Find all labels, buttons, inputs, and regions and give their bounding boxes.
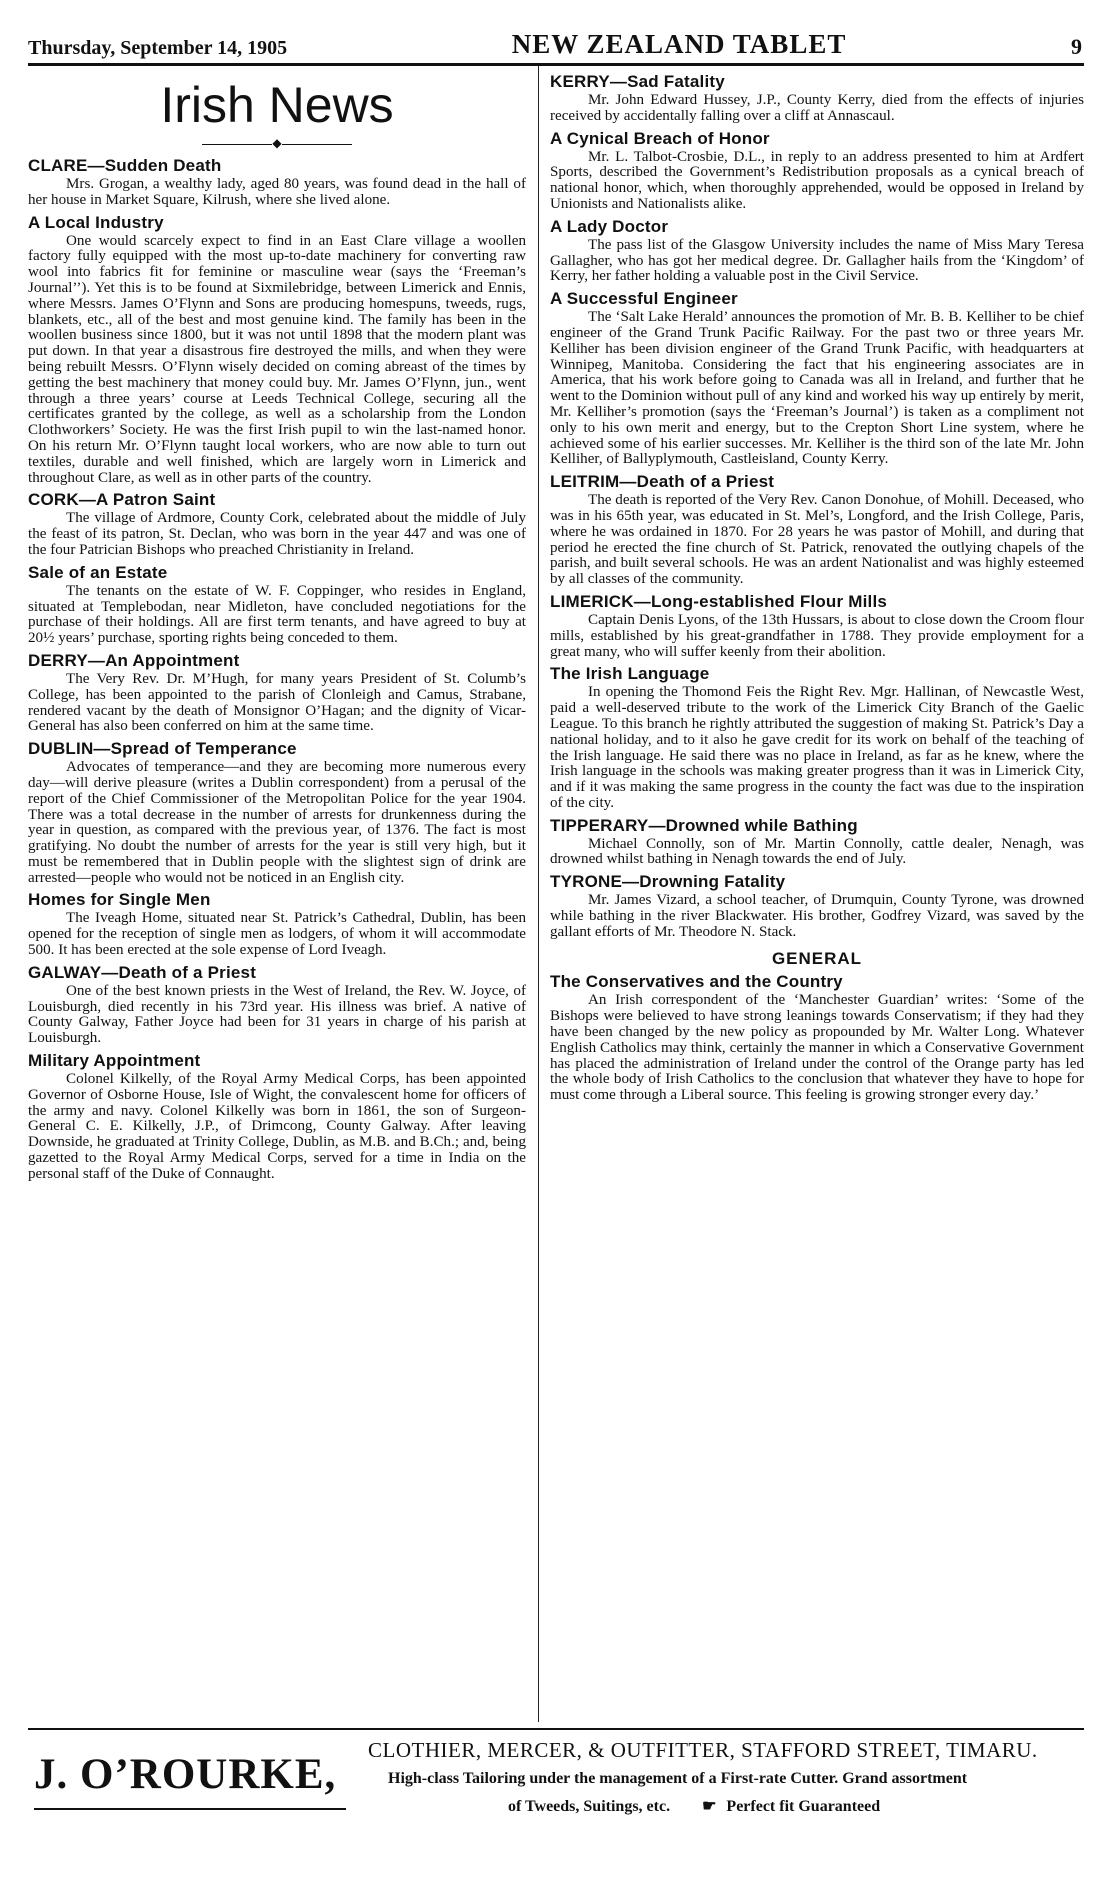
advert-tailoring-line: High-class Tailoring under the management of a First-rate Cutter. Grand assortment xyxy=(388,1770,968,1787)
page-header xyxy=(28,26,1084,66)
general-section-heading: GENERAL xyxy=(771,948,863,968)
article-body: One would scarcely expect to find in an East Clare village a woollen factory fully equipped with the most up-to-date machinery for converting raw wool into fabrics fit for feminine or masculine wear (says the ‘Freeman’s Journal’’). Yet this is to be found at Sixmilebridge, between Limerick and Ennis, where Messrs. James O’Flynn and Sons are producing homespuns, tweeds, rugs, blankets, etc., all of the best and most genuine kind. The family has been in the woollen business since 1800, but it was not until 1898 that the modern plant was put down. In that year a disastrous fire destroyed the mills, and when they were being rebuilt Messrs. O’Flynn wisely decided on coming abreast of the times by getting the best machinery that money could buy. Mr. James O’Flynn, jun., went through a three years’ course at Leeds Technical College, securing all the certificates granted by the college, as well as a scholarship from the London Clothworkers’ Society. He was the first Irish pupil to win the last-named honor. On his return Mr. O’Flynn taught local workers, who are now able to turn out textiles, durable and well finished, which are largely worn in Limerick and throughout Clare, as well as in other parts of the country. xyxy=(28,232,526,486)
article-body: Mr. John Edward Hussey, J.P., County Kerry, died from the effects of injuries received by accidentally falling over a cliff at Annascaul. xyxy=(550,92,1084,124)
article-body: The village of Ardmore, County Cork, celebrated about the middle of July the feast of its patron, St. Declan, who was born in the year 447 and was one of the four Patrician Bishops who preached Christianity in Ireland. xyxy=(28,510,526,558)
article-body: Michael Connolly, son of Mr. Martin Connolly, cattle dealer, Nenagh, was drowned whilst bathing in Nenagh towards the end of July. xyxy=(550,835,1084,868)
section-banner: Irish News xyxy=(160,77,394,133)
article-heading: CORK—A Patron Saint xyxy=(28,490,216,510)
pointing-hand-icon: ☛ xyxy=(702,1798,717,1815)
article-heading: The Irish Language xyxy=(550,664,710,684)
ornament-divider: ◆ xyxy=(28,136,526,150)
article-body: Mr. James Vizard, a school teacher, of Drumquin, County Tyrone, was drowned while bathing in the river Blackwater. His brother, Godfrey Vizard, was saved by the gallant efforts of Mr. Theodore N. Stack. xyxy=(550,892,1084,940)
article-body: In opening the Thomond Feis the Right Rev. Mgr. Hallinan, of Newcastle West, paid a well-deserved tribute to the work of the Limerick City Branch of the Gaelic League. To this branch he rightly attributed the suggestion of making St. Patrick’s Day a national holiday, and to it also he gave credit for its work on behalf of the teaching of the Irish language. He said there was no place in Ireland, as far as he knew, where the Irish language in the schools was making greater progress than it was in Limerick City, and if it was making the same progress in the county the fact was due to the inspiration of the city. xyxy=(550,684,1084,811)
article-heading: DERRY—An Appointment xyxy=(28,650,240,670)
article-heading: A Cynical Breach of Honor xyxy=(550,128,770,148)
article-body: The ‘Salt Lake Herald’ announces the promotion of Mr. B. B. Kelliher to be chief engineer of the Grand Trunk Pacific Railway. For the past two or three years Mr. Kelliher has been division engineer of the Grand Trunk Pacific, with headquarters at Winnipeg, Manitoba. Considering the fact that his engineering associates are in America, that his work before going to Canada was all in Ireland, and further that he went to the Dominion without pull of any kind and worked his way up entirely by merit, Mr. Kelliher’s promotion (says the ‘Freeman’s Journal’) is taken as a compliment not only to his own merit and energy, but to the Crepton Short Line system, where he achieved some of his earlier successes. Mr. Kelliher is the third son of the late Mr. John Kelliher, of Ballyplymouth, Castleisland, County Kerry. xyxy=(550,309,1084,468)
article-body: The Very Rev. Dr. M’Hugh, for many years President of St. Columb’s College, has been appointed to the parish of Clonleigh and Camus, Strabane, rendered vacant by the death of Monsignor O’Hagan; and the dignity of Vicar-General has also been conferred on him at the same time. xyxy=(28,670,526,735)
right-column xyxy=(550,68,1084,1720)
header-page-number: 9 xyxy=(1070,34,1082,59)
article-body: Captain Denis Lyons, of the 13th Hussars, is about to close down the Croom flour mills, established by his great-grandfather in 1788. They provide employment for a great many, who will suffer keenly from their abolition. xyxy=(550,611,1084,660)
article-body: The Iveagh Home, situated near St. Patrick’s Cathedral, Dublin, has been opened for the reception of single men as lodgers, of whom it will accommodate 500. It has been erected at the sole expense of Lord Iveagh. xyxy=(28,910,526,959)
article-heading: The Conservatives and the Country xyxy=(550,972,843,992)
article-body: Mr. L. Talbot-Crosbie, D.L., in reply to an address presented to him at Ardfert Sports, described the Government’s Redistribution proposals as a cynical breach of national honor, which, when thoroughly apprehended, would be opposed in Ireland by Unionists and Nationalists alike. xyxy=(550,148,1084,212)
advert-underline xyxy=(34,1808,346,1810)
article-heading: CLARE—Sudden Death xyxy=(28,156,222,175)
left-column xyxy=(28,68,526,1720)
article-body: Advocates of temperance—and they are becoming more numerous every day—will derive pleasure (writes a Dublin correspondent) from a perusal of the report of the Chief Commissioner of the Metropolitan Police for the year 1904. There was a total decrease in the number of arrests for drunkenness during the year in question, as compared with the previous year, of 1376. The fact is most gratifying. No doubt the number of arrests for the year is still very high, but it must be remembered that in Dublin people with the slightest sign of drink are arrested—people who would not be noticed in an English city. xyxy=(28,759,526,886)
article-heading: Homes for Single Men xyxy=(28,890,211,910)
article-heading: A Local Industry xyxy=(28,212,164,232)
article-heading: A Successful Engineer xyxy=(550,289,738,309)
article-heading: DUBLIN—Spread of Temperance xyxy=(28,739,297,759)
advert-merchant-name: J. O’ROURKE, xyxy=(34,1751,337,1798)
article-heading: LEITRIM—Death of a Priest xyxy=(550,472,775,492)
advert-goods-line xyxy=(508,1796,880,1816)
article-body: Mrs. Grogan, a wealthy lady, aged 80 years, was found dead in the hall of her house in Market Square, Kilrush, where she lived alone. xyxy=(28,176,526,208)
advert-trade-line: CLOTHIER, MERCER, & OUTFITTER, STAFFORD STREET, TIMARU. xyxy=(368,1738,1038,1762)
column-divider xyxy=(538,66,539,1722)
article-heading: GALWAY—Death of a Priest xyxy=(28,962,257,982)
article-body: Colonel Kilkelly, of the Royal Army Medical Corps, has been appointed Governor of Osborne House, Isle of Wight, the convalescent home for officers of the army and navy. Colonel Kilkelly was born in 1861, the son of Surgeon-General C. E. Kilkelly, J.P., of Drimcong, County Galway. After leaving Downside, he graduated at Trinity College, Dublin, as M.B. and B.Ch.; and, being gazetted to the Royal Army Medical Corps, served for a time in India on the personal staff of the Duke of Connaught. xyxy=(28,1071,526,1182)
article-body: The death is reported of the Very Rev. Canon Donohue, of Mohill. Deceased, who was in his 65th year, was educated in St. Mel’s, Longford, and the Irish College, Paris, where he was ordained in 1870. For 28 years he was pastor of Mohill, and during that period he erected the fine church of St. Patrick, renovated the outlying chapels of the parish, and built several schools. He was an ardent Nationalist and was highly esteemed by all classes of the community. xyxy=(550,492,1084,588)
article-heading: KERRY—Sad Fatality xyxy=(550,72,725,91)
footer-divider xyxy=(28,1728,1084,1730)
article-body: An Irish correspondent of the ‘Manchester Guardian’ writes: ‘Some of the Bishops were believed to have strong leanings towards Conservatism; if they had they have been changed by the new policy as propounded by Mr. Walter Long. Whatever English Catholics may think, certainly the manner in which a Conservative Government has placed the administration of Ireland under the control of the Orange party has led the whole body of Irish Catholics to the conclusion that whatever they have to hope for must come through a Liberal source. This feeling is growing stronger every day.’ xyxy=(550,992,1084,1104)
article-heading: TIPPERARY—Drowned while Bathing xyxy=(550,815,858,835)
header-date: Thursday, September 14, 1905 xyxy=(28,37,288,59)
newspaper-page xyxy=(28,26,1084,1862)
article-heading: LIMERICK—Long-established Flour Mills xyxy=(550,591,888,611)
article-body: The pass list of the Glasgow University includes the name of Miss Mary Teresa Gallagher, who has got her medical degree. Dr. Gallagher hails from the ‘Kingdom’ of Kerry, her father holding a valuable post in the Civil Service. xyxy=(550,236,1084,285)
article-body: The tenants on the estate of W. F. Coppinger, who resides in England, situated at Templebodan, near Midleton, have concluded negotiations for the purchase of their holdings. All are first term tenants, and have agreed to buy at 20½ years’ purchase, sporting rights being conceded to them. xyxy=(28,582,526,647)
advertisement xyxy=(28,1738,1084,1848)
article-heading: A Lady Doctor xyxy=(550,216,669,236)
article-heading: Military Appointment xyxy=(28,1051,201,1071)
advert-guarantee-text: Perfect fit Guaranteed xyxy=(726,1798,881,1815)
article-heading: Sale of an Estate xyxy=(28,562,168,582)
article-body: One of the best known priests in the West of Ireland, the Rev. W. Joyce, of Louisburgh, died recently in his 73rd year. His illness was brief. A native of County Galway, Father Joyce had been for 31 years in charge of his parish at Louisburgh. xyxy=(28,982,526,1047)
article-heading: TYRONE—Drowning Fatality xyxy=(550,872,786,892)
advert-goods-text: of Tweeds, Suitings, etc. xyxy=(508,1798,671,1815)
header-title: NEW ZEALAND TABLET xyxy=(511,29,847,59)
